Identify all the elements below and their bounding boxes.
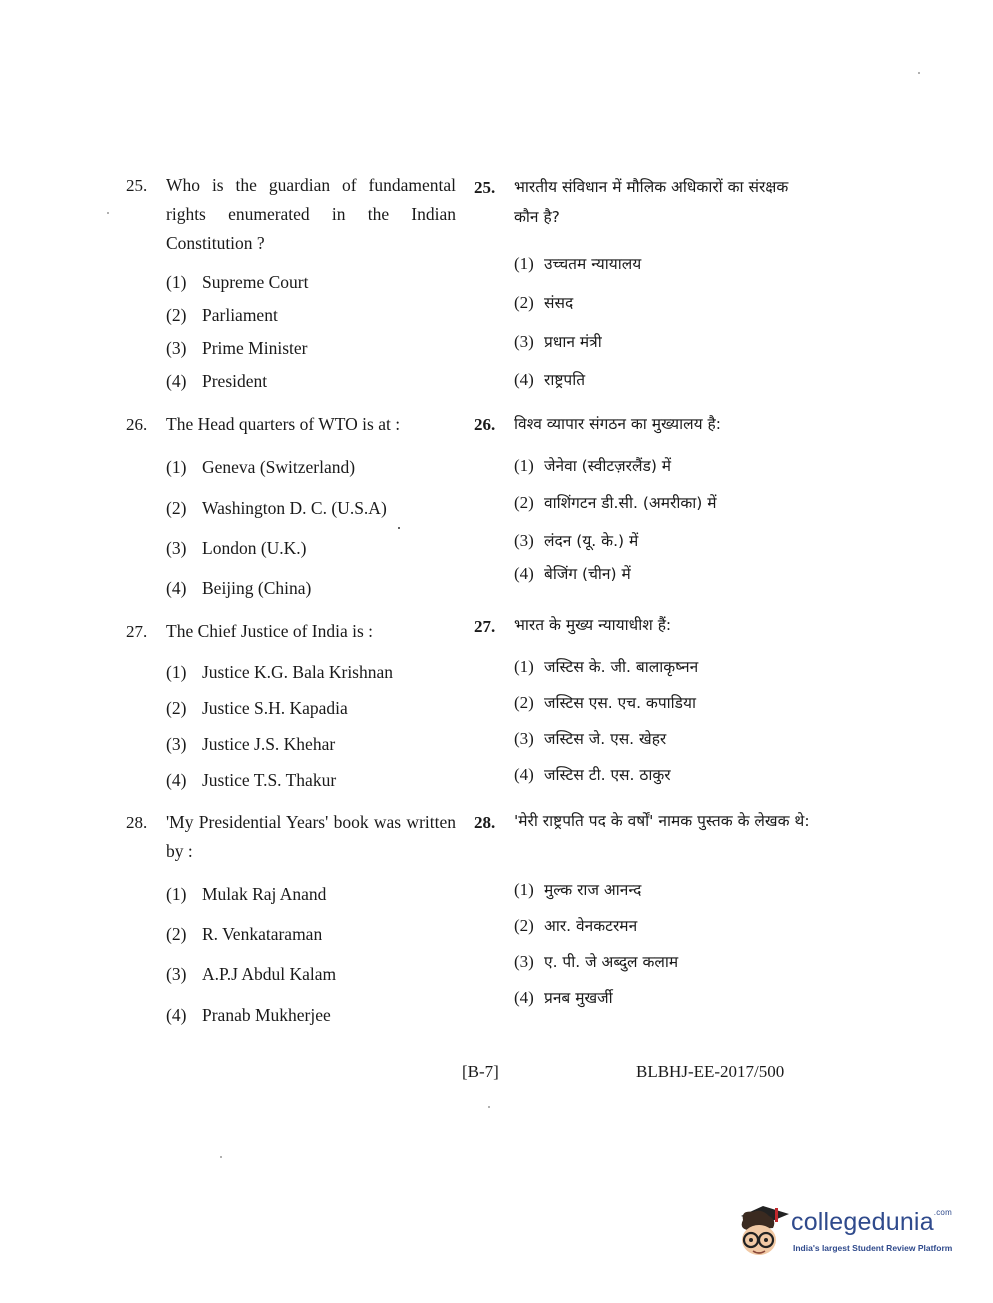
question-text: The Chief Justice of India is : [166, 621, 374, 641]
question-number: 28. [126, 813, 148, 832]
option-4: (4) जस्टिस टी. एस. ठाकुर [514, 765, 671, 784]
option-4: (4) Pranab Mukherjee [166, 1005, 331, 1025]
option-1: (1) जेनेवा (स्वीटज़रलैंड) में [514, 456, 672, 475]
scan-speck [398, 527, 400, 529]
mascot-icon [733, 1198, 793, 1260]
option-4: (4) राष्ट्रपति [514, 370, 586, 389]
question-number: 25. [474, 178, 496, 197]
scan-speck [918, 72, 920, 74]
option-3: (3) जस्टिस जे. एस. खेहर [514, 729, 667, 748]
question-number: 28. [474, 813, 496, 832]
option-4: (4) Beijing (China) [166, 578, 312, 598]
option-3: (3) ए. पी. जे अब्दुल कलाम [514, 952, 679, 971]
option-1: (1) जस्टिस के. जी. बालाकृष्नन [514, 657, 699, 676]
option-1: (1) Justice K.G. Bala Krishnan [166, 662, 394, 682]
page-number: [B-7] [462, 1062, 499, 1081]
option-2: (2) वाशिंगटन डी.सी. (अमरीका) में [514, 493, 717, 512]
question-number: 27. [126, 622, 148, 641]
option-4: (4) Justice T.S. Thakur [166, 770, 337, 790]
option-2: (2) आर. वेनकटरमन [514, 916, 638, 935]
option-1: (1) Geneva (Switzerland) [166, 457, 356, 477]
option-2: (2) Justice S.H. Kapadia [166, 698, 348, 718]
option-1: (1) Supreme Court [166, 272, 309, 292]
scan-speck [107, 212, 109, 214]
question-text: विश्व व्यापार संगठन का मुख्यालय है: [514, 415, 721, 433]
option-2: (2) Washington D. C. (U.S.A) [166, 498, 387, 518]
option-1: (1) उच्चतम न्यायालय [514, 254, 642, 273]
option-4: (4) बेजिंग (चीन) में [514, 564, 631, 583]
option-1: (1) मुल्क राज आनन्द [514, 880, 642, 899]
logo-tagline: India's largest Student Review Platform [793, 1243, 953, 1253]
option-3: (3) Prime Minister [166, 338, 308, 358]
paper-code: BLBHJ-EE-2017/500 [636, 1062, 785, 1081]
question-text: भारत के मुख्य न्यायाधीश हैं: [514, 616, 672, 634]
option-1: (1) Mulak Raj Anand [166, 884, 327, 904]
option-2: (2) जस्टिस एस. एच. कपाडिया [514, 693, 696, 712]
scan-speck [488, 1106, 490, 1108]
question-text: The Head quarters of WTO is at : [166, 414, 401, 434]
question-number: 27. [474, 617, 496, 636]
scan-speck [220, 1156, 222, 1158]
option-2: (2) Parliament [166, 305, 278, 325]
option-3: (3) प्रधान मंत्री [514, 332, 602, 351]
question-text: 'मेरी राष्ट्रपति पद के वर्षों' नामक पुस्तक के लेखक थे: [514, 812, 810, 830]
option-2: (2) R. Venkataraman [166, 924, 323, 944]
question-number: 25. [126, 176, 148, 195]
logo-wordmark: collegedunia [791, 1208, 934, 1236]
question-text: 'My Presidential Years' book was written by : [166, 812, 456, 861]
collegedunia-logo [733, 1196, 958, 1266]
question-text: Who is the guardian of fundamental rights enumerated in the Indian Constitution ? [166, 175, 456, 253]
option-3: (3) Justice J.S. Khehar [166, 734, 336, 754]
option-4: (4) President [166, 371, 268, 391]
logo-suffix: .com [933, 1208, 952, 1217]
option-3: (3) London (U.K.) [166, 538, 307, 558]
option-3: (3) A.P.J Abdul Kalam [166, 964, 337, 984]
option-3: (3) लंदन (यू. के.) में [514, 531, 639, 550]
question-number: 26. [126, 415, 148, 434]
question-text: भारतीय संविधान में मौलिक अधिकारों का संरक्षक कौन है? [514, 178, 789, 226]
option-4: (4) प्रनब मुखर्जी [514, 988, 613, 1007]
question-number: 26. [474, 415, 496, 434]
option-2: (2) संसद [514, 293, 574, 312]
